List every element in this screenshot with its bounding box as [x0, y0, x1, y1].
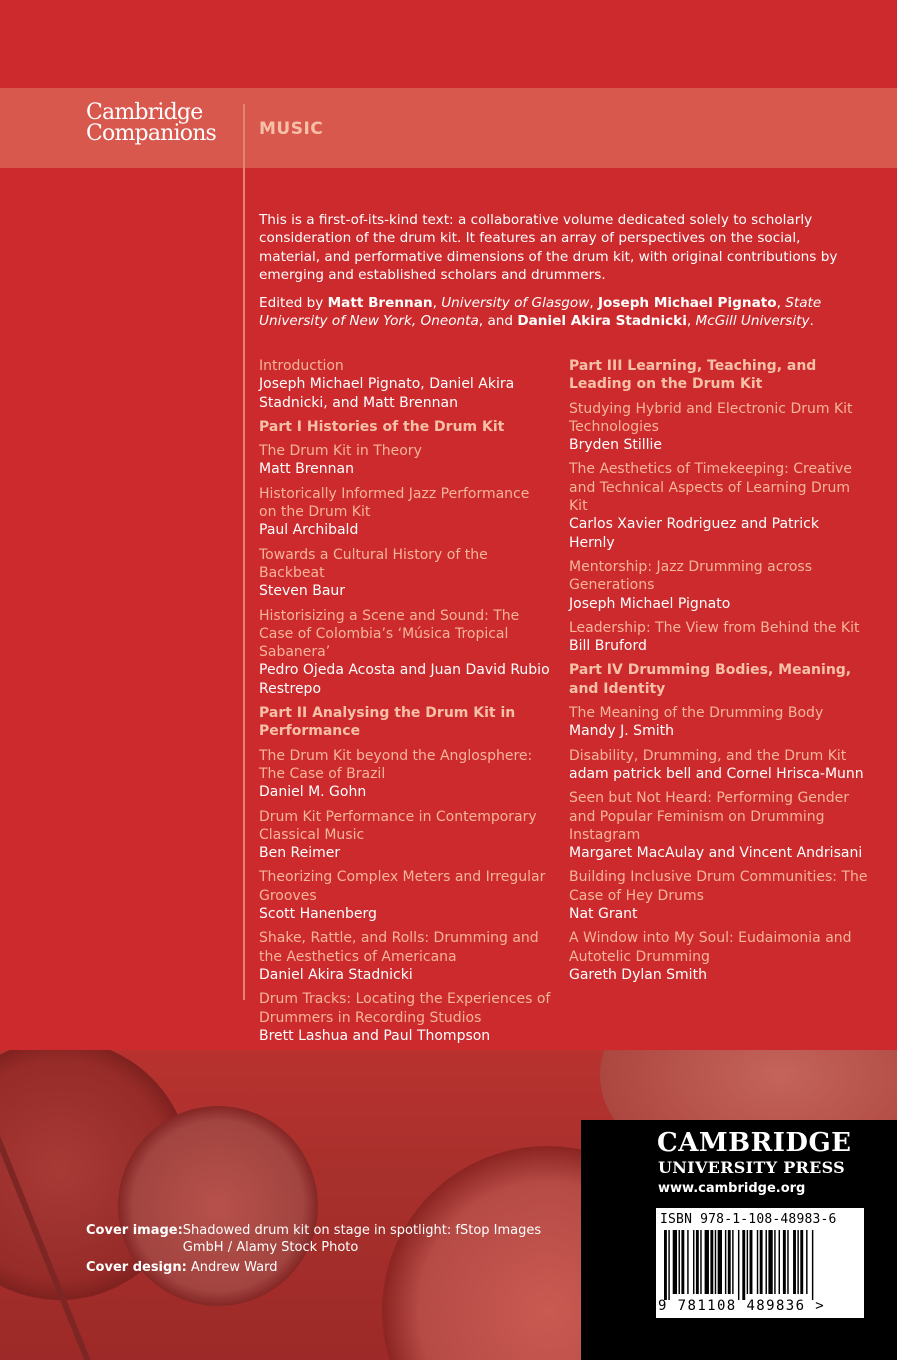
chapter-title: Towards a Cultural History of the Backbeat: [259, 546, 488, 581]
and-text: , and: [478, 313, 518, 330]
chapter-title: Theorizing Complex Meters and Irregular Grooves: [259, 869, 546, 904]
edited-by-prefix: Edited by: [259, 295, 328, 312]
cover-image-label: Cover image:: [86, 1223, 183, 1238]
series-logo-line2: Companions: [86, 121, 217, 146]
affiliation-3: McGill University: [695, 313, 810, 330]
series-subject: MUSIC: [259, 119, 324, 139]
chapter-author: Joseph Michael Pignato: [569, 595, 731, 612]
toc-entry: [259, 607, 551, 698]
chapter-author: Ben Reimer: [259, 845, 341, 862]
barcode-bar: [725, 1230, 726, 1294]
barcode-bar: [774, 1230, 775, 1294]
publisher-url: www.cambridge.org: [658, 1181, 806, 1196]
barcode-bar: [800, 1230, 803, 1294]
barcode-bar: [766, 1230, 767, 1294]
barcode-bar: [681, 1230, 684, 1294]
chapter-title: The Meaning of the Drumming Body: [569, 705, 824, 722]
barcode-bar: [768, 1230, 772, 1294]
barcode-bar: [783, 1230, 786, 1294]
toc-entry: [569, 704, 869, 741]
toc-entry: [259, 546, 551, 601]
editor-2: Joseph Michael Pignato: [597, 295, 777, 312]
toc-right-column: [569, 357, 869, 990]
barcode-bar: [679, 1230, 680, 1294]
barcode-bar: [760, 1230, 763, 1294]
chapter-author: Nat Grant: [569, 906, 638, 923]
chapter-author: Daniel Akira Stadnicki: [259, 966, 413, 983]
publisher-name: CAMBRIDGE: [657, 1128, 852, 1158]
chapter-author: Matt Brennan: [259, 461, 354, 478]
toc-entry: [259, 868, 551, 923]
barcode-bar: [793, 1230, 796, 1294]
toc-entry: [259, 990, 551, 1045]
chapter-author: Steven Baur: [259, 583, 346, 600]
cover-image-text: Shadowed drum kit on stage in spotlight: fStop Images GmbH / Alamy Stock Photo: [182, 1223, 542, 1255]
chapter-author: Brett Lashua and Paul Thompson: [259, 1027, 491, 1044]
toc-entry: [259, 929, 551, 984]
barcode: [656, 1208, 864, 1318]
affiliation-2: State University of New York, Oneonta: [259, 295, 822, 330]
barcode-bar: [787, 1230, 788, 1294]
barcode-bar: [687, 1230, 688, 1294]
cover-design-label: Cover design:: [86, 1260, 187, 1275]
toc-entry: [569, 460, 869, 551]
toc-entry: [259, 808, 551, 863]
chapter-title: The Aesthetics of Timekeeping: Creative and Technical Aspects of Learning Drum Kit: [569, 461, 852, 515]
toc-entry: [569, 789, 869, 862]
blurb-description: This is a first-of-its-kind text: a collaborative volume dedicated solely to scholarly consideration of the drum kit. It features an array of perspectives on the social, material, and performative dimensions of the drum kit, with original contributions by emerging and established scholars and drummers.: [259, 212, 838, 283]
editor-3: Daniel Akira Stadnicki: [517, 313, 687, 330]
barcode-bar: [779, 1230, 780, 1294]
barcode-bar: [742, 1230, 745, 1300]
toc-entry: [259, 747, 551, 802]
barcode-bar: [696, 1230, 699, 1294]
part-heading: Part IV Drumming Bodies, Meaning, and Identity: [569, 662, 852, 697]
chapter-title: A Window into My Soul: Eudaimonia and Autotelic Drumming: [569, 930, 852, 965]
barcode-bar: [668, 1230, 669, 1300]
barcode-bar: [738, 1230, 739, 1300]
barcode-bar: [812, 1230, 813, 1300]
chapter-title: Historisizing a Scene and Sound: The Case of Colombia’s ‘Música Tropical Sabanera’: [259, 607, 520, 661]
toc-entry: [259, 485, 551, 540]
part-heading: Part II Analysing the Drum Kit in Performance: [259, 705, 516, 740]
barcode-digits: 9 781108 489836 >: [658, 1298, 826, 1314]
chapter-author: Scott Hanenberg: [259, 906, 377, 923]
barcode-bar: [710, 1230, 713, 1294]
barcode-bar: [664, 1230, 667, 1300]
chapter-author: Bill Bruford: [569, 638, 647, 655]
chapter-author: Pedro Ojeda Acosta and Juan David Rubio Restrepo: [259, 662, 550, 697]
barcode-bar: [757, 1230, 758, 1294]
editor-1: Matt Brennan: [327, 295, 433, 312]
toc-entry: [569, 558, 869, 613]
cover-image-credit: [86, 1222, 543, 1256]
barcode-bar: [718, 1230, 722, 1294]
part-heading: Part III Learning, Teaching, and Leading on the Drum Kit: [569, 358, 817, 393]
toc-left-column: [259, 357, 551, 1051]
chapter-title: Leadership: The View from Behind the Kit: [569, 619, 860, 636]
chapter-title: Studying Hybrid and Electronic Drum Kit Technologies: [569, 400, 853, 435]
chapter-author: Mandy J. Smith: [569, 723, 674, 740]
chapter-title: The Drum Kit in Theory: [259, 443, 422, 460]
vertical-divider: [243, 104, 245, 1000]
toc-entry: [569, 868, 869, 923]
barcode-bar: [700, 1230, 701, 1294]
chapter-author: Daniel M. Gohn: [259, 784, 367, 801]
barcode-bar: [806, 1230, 807, 1294]
chapter-author: Paul Archibald: [259, 522, 359, 539]
barcode-bar: [728, 1230, 731, 1294]
barcode-bar: [673, 1230, 677, 1294]
barcode-bars: [664, 1230, 856, 1300]
cover-design-text: Andrew Ward: [186, 1260, 278, 1275]
affiliation-1: University of Glasgow: [441, 295, 590, 312]
series-logo: [86, 102, 236, 144]
chapter-author: adam patrick bell and Cornel Hrisca-Munn: [569, 765, 864, 782]
chapter-title: Introduction: [259, 358, 344, 374]
barcode-bar: [732, 1230, 733, 1294]
cover-design-credit: [86, 1259, 543, 1276]
chapter-title: Seen but Not Heard: Performing Gender and Popular Feminism on Drumming Instagram: [569, 790, 850, 843]
editor-credits: Edited by Matt Brennan, University of Glasgow, Joseph Michael Pignato, State University of New York, Oneonta, and Daniel Akira Stadnicki, McGill University.: [259, 295, 822, 330]
barcode-bar: [715, 1230, 716, 1294]
chapter-title: Drum Tracks: Locating the Experiences of Drummers in Recording Studios: [259, 991, 551, 1026]
series-logo-line1: Cambridge: [86, 100, 203, 125]
publisher-subname: UNIVERSITY PRESS: [658, 1158, 845, 1177]
chapter-title: Disability, Drumming, and the Drum Kit: [569, 747, 847, 764]
part-heading: Part I Histories of the Drum Kit: [259, 418, 505, 435]
barcode-bar: [705, 1230, 709, 1294]
chapter-author: Bryden Stillie: [569, 437, 663, 454]
toc-entry: [569, 400, 869, 455]
barcode-bar: [747, 1230, 748, 1294]
toc-entry: [259, 442, 551, 479]
isbn-text: ISBN 978-1-108-48983-6: [660, 1212, 837, 1227]
barcode-bar: [797, 1230, 798, 1294]
toc-entry: [569, 929, 869, 984]
chapter-author: Margaret MacAulay and Vincent Andrisani: [569, 845, 863, 862]
chapter-author: Gareth Dylan Smith: [569, 966, 707, 983]
chapter-title: The Drum Kit beyond the Anglosphere: The Case of Brazil: [259, 747, 533, 782]
chapter-title: Building Inclusive Drum Communities: The Case of Hey Drums: [569, 869, 868, 904]
toc-entry: [259, 357, 551, 412]
barcode-bar: [750, 1230, 753, 1294]
chapter-title: Drum Kit Performance in Contemporary Classical Music: [259, 808, 537, 843]
cover-credits: [86, 1222, 543, 1279]
toc-entry: [569, 747, 869, 784]
barcode-bar: [693, 1230, 694, 1294]
chapter-title: Shake, Rattle, and Rolls: Drumming and the Aesthetics of Americana: [259, 930, 539, 965]
chapter-title: Mentorship: Jazz Drumming across Generations: [569, 558, 813, 594]
blurb: [259, 211, 859, 341]
toc-entry: [569, 619, 869, 656]
chapter-title: Historically Informed Jazz Performance on the Drum Kit: [259, 485, 530, 521]
chapter-author: Carlos Xavier Rodriguez and Patrick Hernly: [569, 516, 819, 551]
chapter-author: Joseph Michael Pignato, Daniel Akira Stadnicki, and Matt Brennan: [259, 376, 515, 411]
publisher-box: [581, 1120, 897, 1360]
